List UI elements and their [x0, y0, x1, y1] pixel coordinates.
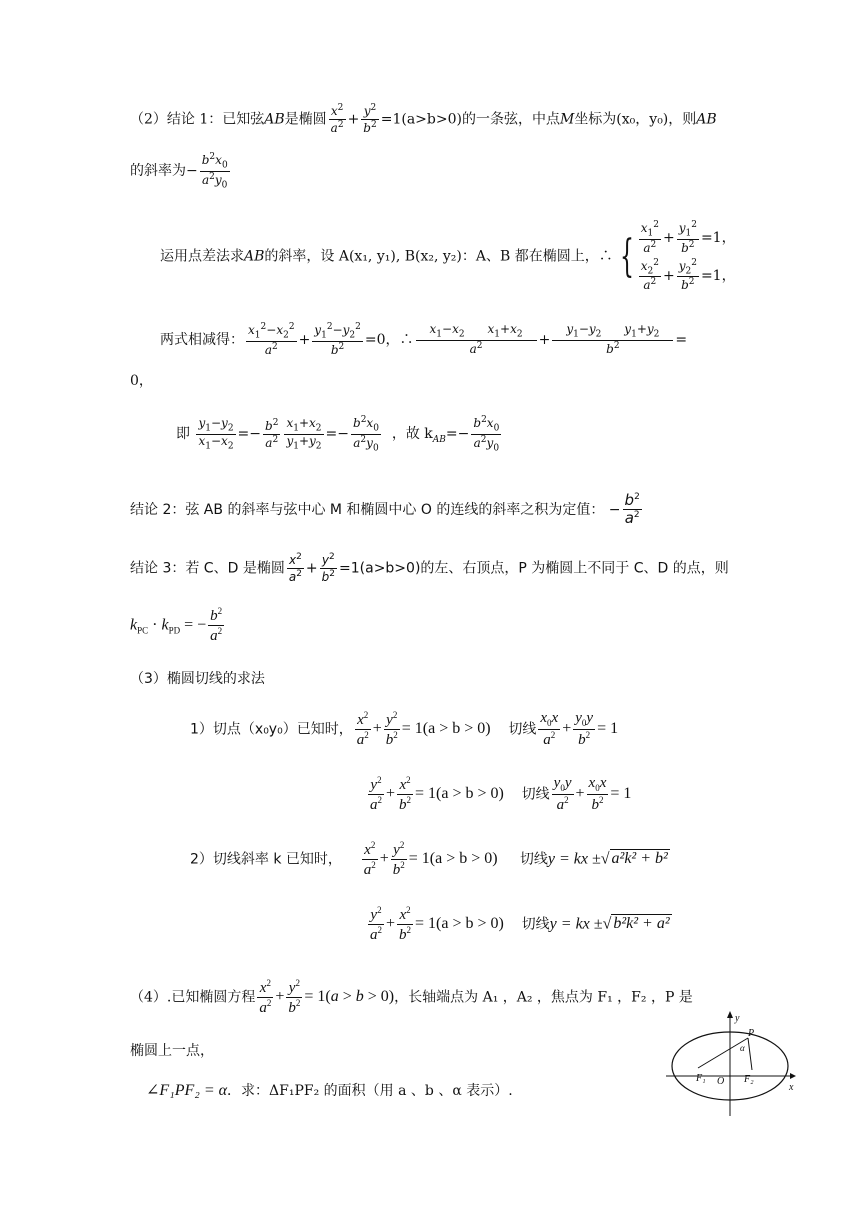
- pf2-line: [748, 1038, 752, 1070]
- tangent-case2-b: $\frac{y^2}{a^2}$ + $\frac{x^2}{b^2}$ = 1(a > b > 0) 切线y = kx ±√ b²k² + a²: [370, 905, 670, 944]
- x2-over-a2: $\frac{x^2}{a^2}$: [330, 103, 344, 135]
- section2-label: （2）结论 1：已知弦: [130, 111, 265, 128]
- k-ab-sub: AB: [432, 435, 446, 446]
- chord-ab: AB: [264, 111, 285, 128]
- point-p-label: P: [748, 1028, 755, 1039]
- y2-over-b2: $\frac{y^2}{b^2}$: [363, 103, 377, 135]
- method-line: [160, 218, 736, 295]
- f1-label: F₁: [696, 1073, 706, 1084]
- diff-x: $\frac{x_1^2-x_2^2}{a^2}$: [248, 322, 295, 357]
- product-x: $\frac{x_1-x_2 x_1+x_2}{a^2}$: [416, 323, 537, 357]
- midpoint-coord: 坐标为(x₀，y₀)，则: [574, 111, 697, 128]
- section4-pre: （4）.已知椭圆方程: [130, 989, 256, 1006]
- origin-label: O: [717, 1076, 725, 1087]
- ellipse-figure: [662, 1008, 802, 1118]
- chord-ab-2: AB: [696, 111, 717, 128]
- section4-line3: [146, 1080, 513, 1100]
- b2x0-a2y0: $\frac{b^2x_0}{a^2y_0}$: [353, 415, 379, 454]
- ji-line: [176, 415, 503, 453]
- subtract-text: 两式相减得：: [160, 331, 244, 348]
- ratio-y-x: $\frac{y_1-y_2}{x_1-x_2}$: [198, 416, 234, 452]
- gu-text: ，故 k: [391, 426, 433, 443]
- kpc-kpd-line: $k_{PC} \cdot k_{PD}$ = − $\frac{b^2}{a^2}$: [130, 606, 223, 645]
- product-y: $\frac{y_1-y_2 y_1+y_2}{b^2}$: [552, 323, 673, 357]
- c3-y2b2: $\frac{y^2}{b^2}$: [321, 552, 336, 584]
- method-ab: AB: [244, 248, 265, 265]
- method-text: 运用点差法求: [160, 248, 244, 265]
- equation-system: [637, 218, 736, 295]
- conclusion3-post: =1(a>b>0)的左、右顶点，P 为椭圆上不同于 C、D 的点，则: [339, 560, 729, 577]
- case2-text: 2）切线斜率 k 已知时，: [190, 851, 342, 868]
- eq-neg-3: =−: [445, 426, 470, 443]
- zero-text: =0，∴: [364, 331, 414, 348]
- ji-text: 即: [176, 426, 190, 443]
- subtract-line: 两式相减得： $\frac{x_1^2-x_2^2}{a^2}$ + $\frac{y_1^2-y_2^2}{b^2}$ =0，∴ $\frac{x_1-x_2 x_1+x_2}{a^2}$ + $\frac{y_1-y_2 y_1+y_2}{b^2}$ =: [160, 322, 688, 357]
- midpoint-m: M: [559, 111, 575, 128]
- section4-line1: （4）.已知椭圆方程 $\frac{x^2}{a^2}$ + $\frac{y^2}{b^2}$ = 1(a > b > 0)，长轴端点为 A₁ ，A₂ ，焦点为 F₁ ，F₂ ，P 是: [130, 978, 693, 1017]
- section2-line2: [130, 152, 232, 190]
- diff-y: $\frac{y_1^2-y_2^2}{b^2}$: [314, 322, 361, 357]
- case1-text: 1）切点（x₀y₀）已知时，: [190, 721, 353, 738]
- method-rest: 的斜率，设 A(x₁, y₁), B(x₂, y₂)：A、B 都在椭圆上，∴: [264, 248, 613, 265]
- system-brace: {: [619, 230, 634, 282]
- tangent-case1-a: 1）切点（x₀y₀）已知时， $\frac{x^2}{a^2}$ + $\frac{y^2}{b^2}$ = 1(a > b > 0) 切线 $\frac{x_0x}{a^2}$ + $\frac{y_0y}{b^2}$ = 1: [190, 710, 619, 749]
- y-axis-label: y: [735, 1013, 740, 1024]
- b2-a2: $\frac{b^2}{a^2}$: [265, 417, 279, 450]
- conclusion2-line: 结论 2：弦 AB 的斜率与弦中心 M 和椭圆中心 O 的连线的斜率之积为定值： − $\frac{b^2}{a^2}$: [130, 491, 640, 528]
- alpha-label: α: [740, 1043, 745, 1053]
- section4-question: ．求：ΔF₁PF₂ 的面积（用 a 、b 、α 表示）.: [227, 1083, 513, 1099]
- zero-value: 0，: [130, 373, 153, 389]
- section2-line1: （2）结论 1：已知弦AB是椭圆 $\frac{x^2}{a^2}$ + $\frac{y^2}{b^2}$ =1(a>b>0)的一条弦，中点M坐标为(x₀，y₀)，则AB: [130, 103, 717, 135]
- section4-post: ，长轴端点为 A₁ ，A₂ ，焦点为 F₁ ，F₂ ，P 是: [394, 989, 693, 1006]
- slope-fraction: $\frac{b^2x_0}{a^2y_0}$: [201, 152, 228, 191]
- conclusion2-text: 结论 2：弦 AB 的斜率与弦中心 M 和椭圆中心 O 的连线的斜率之积为定值：: [130, 501, 605, 518]
- neg-b2-a2: $\frac{b^2}{a^2}$: [624, 491, 640, 528]
- ellipse-condition: =1(a>b>0)的一条弦，中点: [380, 111, 560, 128]
- zero-line: [130, 370, 153, 390]
- y-axis-arrow: [727, 1011, 733, 1018]
- system-eq1: $\frac{x_1^2}{a^2}$ + $\frac{y_1^2}{b^2}$ =1，: [640, 220, 736, 255]
- conclusion3-pre: 结论 3：若 C、D 是椭圆: [130, 560, 285, 577]
- conclusion3-line: 结论 3：若 C、D 是椭圆 $\frac{x^2}{a^2}$ + $\frac{y^2}{b^2}$ =1(a>b>0)的左、右顶点，P 为椭圆上不同于 C、D 的点，则: [130, 552, 729, 584]
- system-eq2: $\frac{x_2^2}{a^2}$ + $\frac{y_2^2}{b^2}$ =1，: [640, 257, 736, 293]
- tangent-label-2: 切线: [521, 786, 550, 803]
- angle-f1pf2: ∠F₁PF₂ = α: [146, 1082, 228, 1099]
- c3-x2a2: $\frac{x^2}{a^2}$: [288, 552, 302, 584]
- sum-ratio: $\frac{x_1+x_2}{y_1+y_2}$: [286, 416, 322, 452]
- tangent-label-1: 切线: [508, 721, 537, 738]
- section3-title: （3）椭圆切线的求法: [130, 671, 265, 687]
- eq-neg-2: =−: [325, 426, 349, 443]
- f2-label: F₂: [744, 1074, 754, 1085]
- x-axis-arrow: [790, 1073, 796, 1079]
- equals: =: [675, 331, 688, 348]
- section4-line2: 椭圆上一点，: [130, 1043, 214, 1059]
- tangent-label-3: 切线: [519, 851, 548, 868]
- kab-fraction: $\frac{b^2x_0}{a^2y_0}$: [473, 415, 500, 454]
- tangent-case2-a: 2）切线斜率 k 已知时， $\frac{x^2}{a^2}$ + $\frac{y^2}{b^2}$ = 1(a > b > 0) 切线y = kx ±√ a²k² + b²: [190, 840, 668, 879]
- slope-text: 的斜率为−: [130, 163, 198, 180]
- tangent-label-4: 切线: [521, 916, 550, 933]
- is-ellipse-text: 是椭圆: [284, 111, 327, 128]
- eq-neg: =−: [237, 426, 262, 443]
- tangent-case1-b: $\frac{y^2}{a^2}$ + $\frac{x^2}{b^2}$ = 1(a > b > 0) 切线 $\frac{y_0y}{a^2}$ + $\frac{x_0x}{b^2}$ = 1: [370, 775, 632, 814]
- x-axis-label: x: [789, 1082, 794, 1093]
